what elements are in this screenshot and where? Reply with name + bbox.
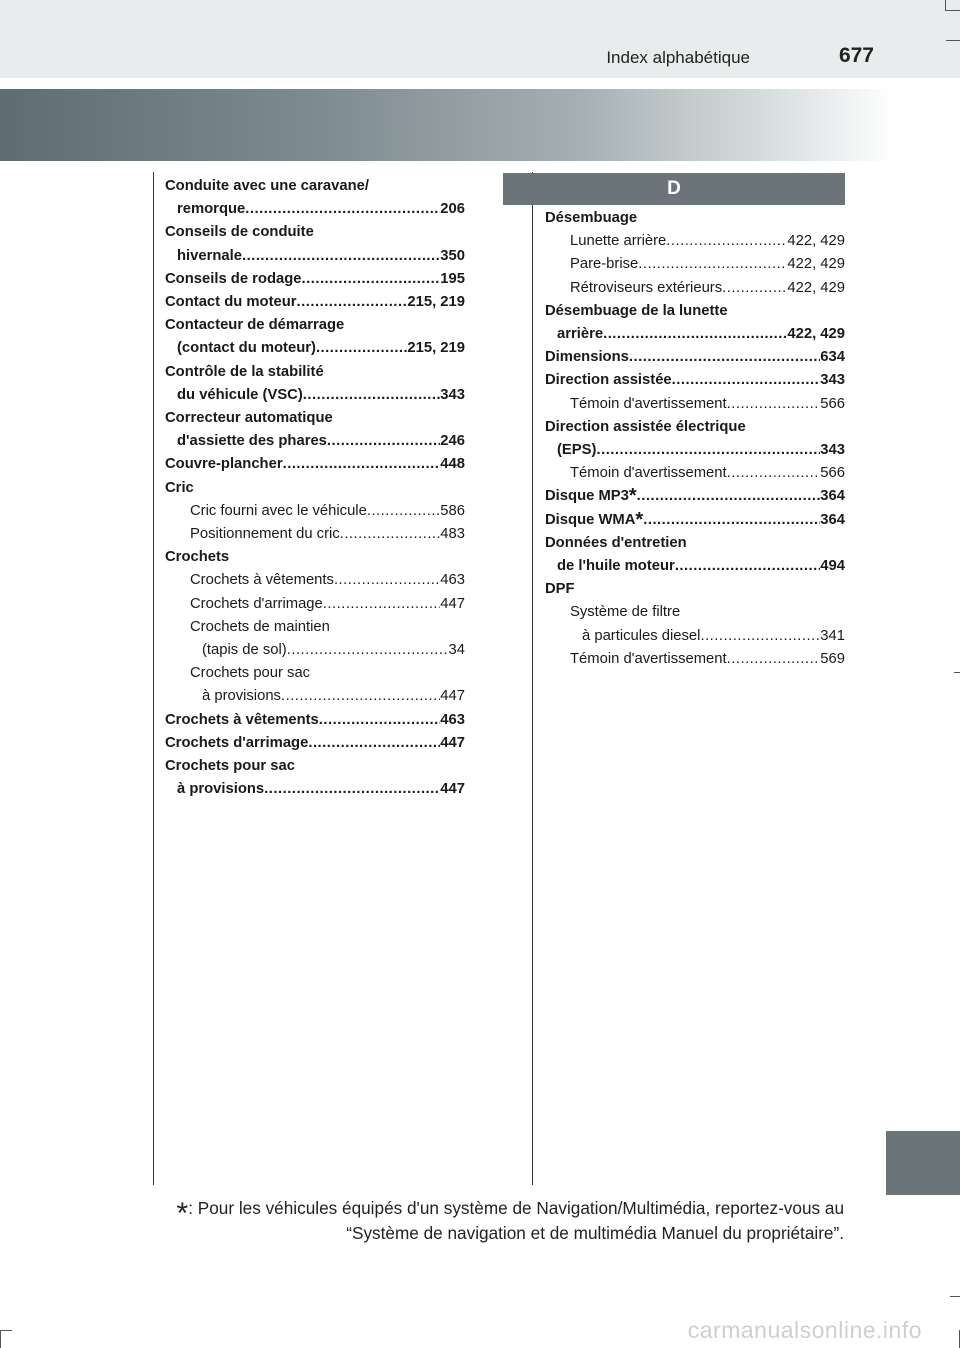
index-term: Conseils de rodage [165, 270, 302, 287]
index-term: Positionnement du cric [190, 526, 340, 543]
page-reference: 343 [820, 442, 845, 459]
index-term: Couvre-plancher [165, 456, 283, 473]
index-term: Contact du moteur [165, 294, 297, 311]
dot-leader [672, 369, 821, 392]
index-entry [545, 253, 845, 276]
index-entry [545, 416, 845, 462]
index-line [165, 546, 465, 569]
page-reference: 341 [820, 627, 845, 644]
index-entry [165, 662, 465, 708]
index-term: de l'huile moteur [557, 558, 675, 575]
index-line [165, 500, 465, 523]
page-reference: 364 [820, 511, 845, 528]
index-line [165, 430, 465, 453]
index-line [545, 230, 845, 253]
crop-mark [950, 1296, 960, 1297]
index-term: Crochets de maintien [190, 618, 330, 635]
index-line [545, 648, 845, 671]
index-line [545, 300, 845, 323]
dot-leader [596, 439, 820, 462]
page-reference: 463 [440, 572, 465, 589]
index-term: Disque MP3 [545, 488, 629, 505]
dot-leader [283, 453, 441, 476]
page-reference: 34 [448, 642, 465, 659]
index-line [165, 384, 465, 407]
dot-leader [367, 500, 440, 523]
index-line [545, 462, 845, 485]
index-line [165, 268, 465, 291]
index-line [165, 221, 465, 244]
page-reference: 422, 429 [787, 279, 845, 296]
index-line [545, 393, 845, 416]
index-line [165, 245, 465, 268]
page-reference: 448 [440, 456, 465, 473]
index-line [165, 778, 465, 801]
index-term: Correcteur automatique [165, 410, 333, 427]
index-term: Lunette arrière [570, 233, 667, 250]
index-line [165, 593, 465, 616]
index-term: Crochets d'arrimage [190, 595, 323, 612]
index-entry [545, 532, 845, 578]
dot-leader [297, 291, 408, 314]
index-line [545, 578, 845, 601]
index-left-column [165, 175, 465, 801]
page-reference: 447 [440, 688, 465, 705]
index-line [165, 407, 465, 430]
top-header-bar [0, 0, 960, 78]
index-line [165, 755, 465, 778]
index-entry [165, 755, 465, 801]
dot-leader [643, 509, 820, 532]
footnote-line-1: : Pour les véhicules équipés d'un système de Navigation/Multimédia, reportez-vous au [188, 1198, 844, 1218]
index-line [165, 685, 465, 708]
page-reference: 422, 429 [787, 233, 845, 250]
dot-leader [319, 709, 441, 732]
index-term: Conduite avec une caravane/ [165, 178, 369, 194]
index-line [545, 625, 845, 648]
index-term: Contacteur de démarrage [165, 317, 345, 334]
index-entry [545, 346, 845, 369]
page-reference: 206 [440, 201, 465, 218]
index-line [165, 198, 465, 221]
index-term: (contact du moteur) [177, 340, 316, 357]
index-entry [165, 500, 465, 523]
dot-leader [340, 523, 441, 546]
index-entry [165, 221, 465, 267]
index-line [545, 346, 845, 369]
dot-leader [281, 685, 440, 708]
index-term: Témoin d'avertissement [570, 650, 727, 667]
index-line [165, 477, 465, 500]
index-right-column [545, 207, 845, 671]
index-term: (EPS) [557, 442, 597, 459]
index-term: Direction assistée électrique [545, 418, 746, 435]
index-entry [545, 648, 845, 671]
index-entry [545, 485, 845, 508]
index-entry [545, 300, 845, 346]
index-term: Système de filtre [570, 604, 681, 621]
dot-leader [323, 593, 441, 616]
index-term: Dimensions [545, 349, 629, 366]
crop-mark [0, 1330, 12, 1331]
crop-mark [945, 0, 946, 10]
dot-leader [629, 346, 820, 369]
middle-column-rule [532, 172, 533, 1185]
page-reference: 422, 429 [787, 326, 845, 343]
index-term: Crochets pour sac [190, 665, 311, 682]
dot-leader [700, 625, 820, 648]
page-reference: 634 [820, 349, 845, 366]
page-reference: 447 [440, 734, 465, 751]
dot-leader [327, 430, 440, 453]
index-line [165, 732, 465, 755]
page-reference: 447 [440, 781, 465, 798]
index-term: Désembuage [545, 210, 638, 226]
index-term: Disque WMA [545, 511, 636, 528]
section-letter-header: D [503, 173, 845, 205]
index-line [165, 291, 465, 314]
index-entry [545, 578, 845, 601]
dot-leader [722, 277, 787, 300]
index-line [545, 555, 845, 578]
index-line [165, 361, 465, 384]
footnote [116, 1196, 844, 1246]
page-reference: 195 [440, 270, 465, 287]
index-term: hivernale [177, 247, 242, 264]
index-term: à particules diesel [582, 627, 701, 644]
index-term: arrière [557, 326, 604, 343]
index-line [165, 709, 465, 732]
index-entry [165, 546, 465, 569]
page-reference: 566 [820, 465, 845, 482]
index-line [545, 601, 845, 624]
index-term: Rétroviseurs extérieurs [570, 279, 723, 296]
index-entry [165, 593, 465, 616]
index-term: Crochets d'arrimage [165, 734, 309, 751]
dot-leader [727, 393, 821, 416]
page-reference: 246 [440, 433, 465, 450]
index-line [545, 207, 845, 230]
dot-leader [638, 253, 787, 276]
index-line [165, 175, 465, 198]
index-entry [165, 453, 465, 476]
index-entry [545, 393, 845, 416]
dot-leader [727, 462, 821, 485]
index-term: Conseils de conduite [165, 224, 314, 241]
index-term: Données d'entretien [545, 534, 687, 551]
index-entry [545, 277, 845, 300]
dot-leader [727, 648, 821, 671]
index-line: Disque MP3 * ..... 364 [545, 485, 845, 508]
index-entry [545, 230, 845, 253]
index-line [165, 662, 465, 685]
index-entry [545, 462, 845, 485]
index-term: (tapis de sol) [202, 642, 287, 659]
index-entry [545, 601, 845, 647]
dot-leader [242, 245, 440, 268]
index-term: DPF [545, 581, 575, 598]
dot-leader [603, 323, 787, 346]
index-term: Contrôle de la stabilité [165, 363, 324, 380]
index-entry [165, 709, 465, 732]
index-term: Crochets à vêtements [190, 572, 334, 589]
index-term: du véhicule (VSC) [177, 386, 303, 403]
crop-mark [954, 672, 960, 673]
index-entry [165, 732, 465, 755]
dot-leader [334, 569, 440, 592]
footnote-line-2: “Système de navigation et de multimédia Manuel du propriétaire”. [346, 1223, 844, 1243]
page-reference: 422, 429 [787, 256, 845, 273]
page-reference: 215, 219 [407, 340, 465, 357]
index-term: Cric fourni avec le véhicule [190, 502, 367, 519]
index-line [165, 569, 465, 592]
dot-leader [302, 268, 441, 291]
index-line [545, 369, 845, 392]
page-reference: 343 [820, 372, 845, 389]
crop-mark [945, 10, 960, 11]
index-term: Témoin d'avertissement [570, 395, 727, 412]
index-entry [545, 369, 845, 392]
dot-leader [303, 384, 441, 407]
index-term: Crochets à vêtements [165, 711, 319, 728]
page-reference: 566 [820, 395, 845, 412]
index-entry [165, 569, 465, 592]
index-term: Désembuage de la lunette [545, 302, 728, 319]
index-term: d'assiette des phares [177, 433, 327, 450]
index-line [545, 323, 845, 346]
index-entry [165, 175, 465, 221]
index-line [545, 532, 845, 555]
index-term: Pare-brise [570, 256, 639, 273]
index-term: Témoin d'avertissement [570, 465, 727, 482]
chapter-thumb-tab [886, 1131, 960, 1195]
watermark: carmanualsonline.info [687, 1317, 922, 1343]
dot-leader [308, 732, 440, 755]
index-term: Cric [165, 479, 194, 496]
dot-leader [245, 198, 440, 221]
index-line [545, 416, 845, 439]
crop-mark [0, 1330, 1, 1348]
page-reference: 483 [440, 526, 465, 543]
page-reference: 215, 219 [407, 294, 465, 311]
section-title: Index alphabétique [606, 48, 750, 67]
index-line [165, 337, 465, 360]
index-term: Crochets [165, 549, 230, 566]
dot-leader [666, 230, 787, 253]
index-entry [165, 523, 465, 546]
index-entry [545, 207, 845, 230]
left-column-rule [153, 172, 154, 1185]
index-line [165, 639, 465, 662]
index-line [165, 314, 465, 337]
page-reference: 494 [820, 558, 845, 575]
index-term: à provisions [202, 688, 281, 705]
index-entry [165, 361, 465, 407]
page-reference: 569 [820, 650, 845, 667]
page-reference: 447 [440, 595, 465, 612]
index-line [545, 277, 845, 300]
footnote-marker: * [176, 1197, 189, 1230]
index-term: Crochets pour sac [165, 758, 295, 775]
index-line [545, 439, 845, 462]
index-term: à provisions [177, 781, 265, 798]
dot-leader [675, 555, 820, 578]
crop-mark [946, 40, 960, 41]
index-line [165, 616, 465, 639]
page-reference: 463 [440, 711, 465, 728]
index-entry [165, 291, 465, 314]
index-entry [545, 509, 845, 532]
index-line: Disque WMA * ..... 364 [545, 509, 845, 532]
header-banner [0, 89, 895, 161]
index-term: remorque [177, 201, 246, 218]
page-reference: 586 [440, 502, 465, 519]
index-line [165, 453, 465, 476]
dot-leader [316, 337, 407, 360]
index-entry [165, 314, 465, 360]
index-entry [165, 616, 465, 662]
index-line [545, 253, 845, 276]
index-term: Direction assistée [545, 372, 672, 389]
page-reference: 364 [820, 488, 845, 505]
dot-leader [637, 485, 821, 508]
page-number: 677 [838, 44, 874, 67]
index-entry [165, 477, 465, 500]
index-line [165, 523, 465, 546]
page-reference: 350 [440, 247, 465, 264]
dot-leader [264, 778, 440, 801]
index-entry [165, 407, 465, 453]
page-reference: 343 [440, 386, 465, 403]
dot-leader [287, 639, 449, 662]
index-entry [165, 268, 465, 291]
